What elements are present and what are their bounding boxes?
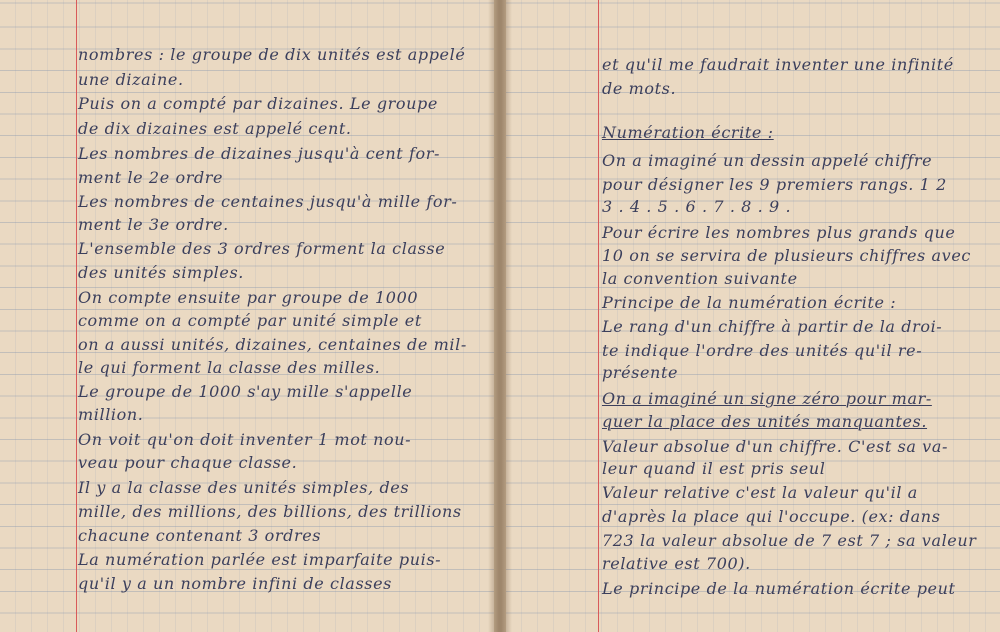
left-line-2: une dizaine. <box>78 70 184 89</box>
left-line-11: On compte ensuite par groupe de 1000 <box>78 288 419 307</box>
left-line-8: ment le 3e ordre. <box>78 215 229 234</box>
left-margin-rule <box>76 0 77 632</box>
left-line-12: comme on a compté par unité simple et <box>78 311 422 330</box>
left-line-9: L'ensemble des 3 ordres forment la classe <box>78 239 446 258</box>
right-line-8: 10 on se servira de plusieurs chiffres avec <box>602 246 971 265</box>
left-line-20: mille, des millions, des billions, des trillions <box>78 502 462 521</box>
left-line-17: On voit qu'on doit inventer 1 mot nou- <box>78 430 412 449</box>
right-heading-principe: Principe de la numération écrite : <box>602 293 897 312</box>
right-line-7: Pour écrire les nombres plus grands que <box>602 223 956 242</box>
right-line-1: et qu'il me faudrait inventer une infinité <box>602 55 954 74</box>
left-line-19: Il y a la classe des unités simples, des <box>78 478 410 497</box>
left-line-5: Les nombres de dizaines jusqu'à cent for- <box>78 144 440 163</box>
notebook-gutter <box>488 0 512 632</box>
left-line-7: Les nombres de centaines jusqu'à mille for- <box>78 192 458 211</box>
left-line-22: La numération parlée est imparfaite puis- <box>78 550 442 569</box>
left-page <box>0 0 494 632</box>
right-line-17: leur quand il est pris seul <box>602 459 826 478</box>
right-line-15: quer la place des unités manquantes. <box>602 412 928 431</box>
left-line-18: veau pour chaque classe. <box>78 453 298 472</box>
right-line-2: de mots. <box>602 79 677 98</box>
left-line-4: de dix dizaines est appelé cent. <box>78 119 352 138</box>
left-line-1: nombres : le groupe de dix unités est appelé <box>78 45 466 64</box>
right-line-20: 723 la valeur absolue de 7 est 7 ; sa valeur <box>602 531 977 550</box>
right-line-11: Le rang d'un chiffre à partir de la droi- <box>602 317 943 336</box>
left-line-13: on a aussi unités, dizaines, centaines de mil- <box>78 335 467 354</box>
right-heading-numeration-ecrite: Numération écrite : <box>602 123 774 142</box>
left-line-14: le qui forment la classe des milles. <box>78 358 381 377</box>
right-page <box>506 0 1000 632</box>
left-line-10: des unités simples. <box>78 263 244 282</box>
right-line-9: la convention suivante <box>602 269 798 288</box>
left-line-23: qu'il y a un nombre infini de classes <box>78 574 392 593</box>
right-line-13: présente <box>602 363 679 382</box>
left-line-16: million. <box>78 405 144 424</box>
right-line-4: On a imaginé un dessin appelé chiffre <box>602 151 933 170</box>
left-line-21: chacune contenant 3 ordres <box>78 526 322 545</box>
right-line-22: Le principe de la numération écrite peut <box>602 579 956 598</box>
right-line-21: relative est 700). <box>602 554 751 573</box>
right-line-12: te indique l'ordre des unités qu'il re- <box>602 341 923 360</box>
left-line-6: ment le 2e ordre <box>78 168 224 187</box>
right-line-19: d'après la place qui l'occupe. (ex: dans <box>602 507 941 526</box>
left-line-3: Puis on a compté par dizaines. Le groupe <box>78 94 438 113</box>
right-margin-rule <box>598 0 599 632</box>
right-line-16: Valeur absolue d'un chiffre. C'est sa va- <box>602 437 948 456</box>
right-line-14: On a imaginé un signe zéro pour mar- <box>602 389 932 408</box>
right-line-18: Valeur relative c'est la valeur qu'il a <box>602 483 918 502</box>
left-line-15: Le groupe de 1000 s'ay mille s'appelle <box>78 382 413 401</box>
right-line-5: pour désigner les 9 premiers rangs. 1 2 <box>602 175 947 194</box>
right-line-6: 3 . 4 . 5 . 6 . 7 . 8 . 9 . <box>602 197 792 216</box>
